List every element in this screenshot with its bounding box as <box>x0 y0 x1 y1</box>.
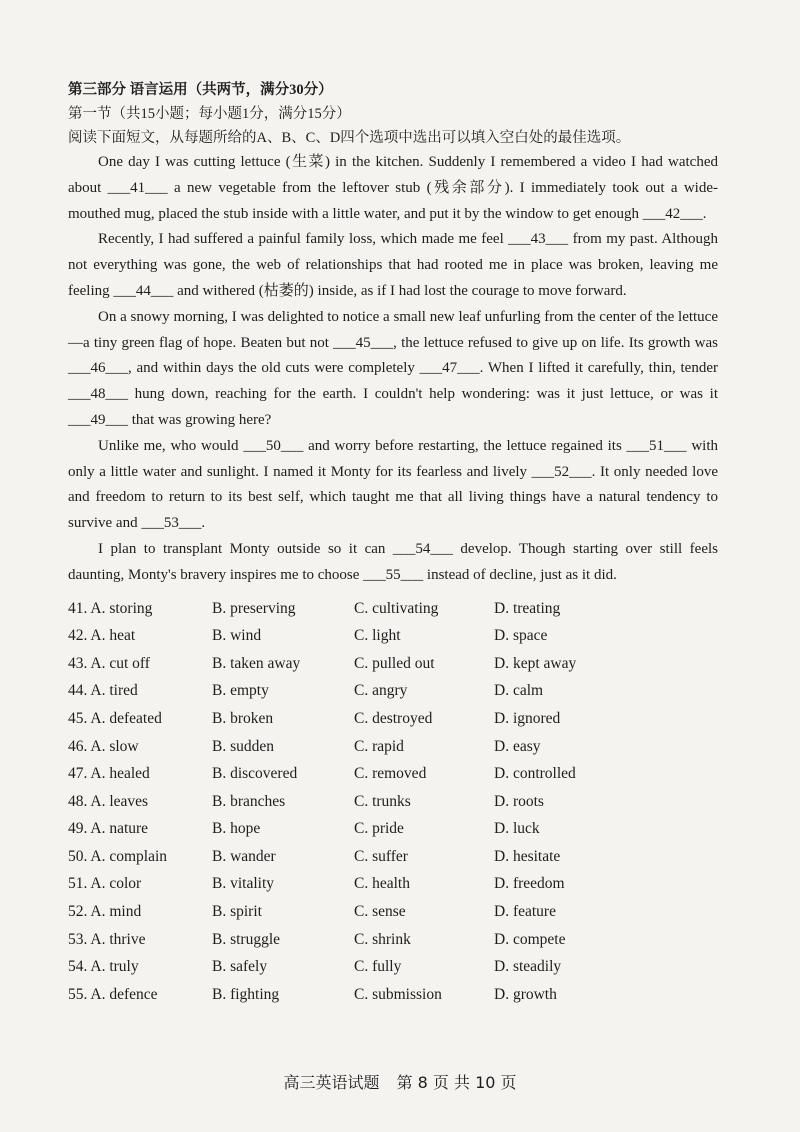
option-row <box>68 981 718 1009</box>
option-row <box>68 760 718 788</box>
option-c: C. removed <box>354 765 427 783</box>
option-d: D. calm <box>494 682 544 700</box>
option-d: D. feature <box>494 903 556 921</box>
option-b: B. broken <box>212 709 274 727</box>
option-row <box>68 898 718 926</box>
passage-paragraph: Recently, I had suffered a painful family loss, which made me feel ___43___ from my past. Although not everything was gone, the web of relationships that had rooted me in place was broken, leaving me feeling ___44___ and withered (枯萎的) inside, as if I had lost the courage to move forward. <box>68 231 718 299</box>
option-c: C. submission <box>354 985 442 1003</box>
option-b: B. taken away <box>212 654 301 672</box>
option-d: D. hesitate <box>494 847 561 865</box>
options-table <box>68 595 718 1009</box>
option-b: B. fighting <box>212 985 280 1003</box>
option-c: C. health <box>354 875 410 893</box>
option-b: B. wind <box>212 627 262 645</box>
option-b: B. safely <box>212 958 268 976</box>
option-b: B. discovered <box>212 765 298 783</box>
option-row <box>68 622 718 650</box>
option-c: C. sense <box>354 903 406 921</box>
option-b: B. wander <box>212 847 276 865</box>
option-a: 52. A. mind <box>68 903 142 921</box>
option-c: C. shrink <box>354 930 411 948</box>
option-d: D. freedom <box>494 875 565 893</box>
option-row <box>68 705 718 733</box>
option-d: D. steadily <box>494 958 562 976</box>
option-b: B. sudden <box>212 737 274 755</box>
option-row <box>68 843 718 871</box>
option-a: 47. A. healed <box>68 765 150 783</box>
exam-page <box>68 78 718 1008</box>
option-d: D. luck <box>494 820 540 838</box>
option-a: 46. A. slow <box>68 737 139 755</box>
option-c: C. fully <box>354 958 402 976</box>
option-row <box>68 677 718 705</box>
option-c: C. rapid <box>354 737 404 755</box>
option-d: D. controlled <box>494 765 576 783</box>
option-a: 53. A. thrive <box>68 930 146 948</box>
option-b: B. empty <box>212 682 269 700</box>
instruction: 阅读下面短文，从每题所给的A、B、C、D四个选项中选出可以填入空白处的最佳选项。 <box>68 130 631 146</box>
passage <box>68 150 718 589</box>
option-c: C. trunks <box>354 792 411 810</box>
option-c: C. destroyed <box>354 709 433 727</box>
option-d: D. compete <box>494 930 566 948</box>
passage-paragraph: On a snowy morning, I was delighted to notice a small new leaf unfurling from the center of the lettuce—a tiny green flag of hope. Beaten but not ___45___, the lettuce refused to give up on life. Its growth was ___46___, and within days the old cuts were completely ___47___. When I lifted it carefully, thin, tender ___48___ hung down, reaching for the earth. I couldn't help wondering: was it just lettuce, or was it ___49___ that was growing here? <box>68 308 718 428</box>
option-d: D. ignored <box>494 709 561 727</box>
subsection-title: 第一节（共15小题；每小题1分，满分15分） <box>68 106 351 122</box>
option-row <box>68 788 718 816</box>
footer-subject: 高三英语试题 <box>283 1073 380 1092</box>
option-c: C. light <box>354 627 401 645</box>
option-row <box>68 595 718 623</box>
option-row <box>68 733 718 761</box>
option-a: 49. A. nature <box>68 820 149 838</box>
option-b: B. branches <box>212 792 286 810</box>
option-b: B. preserving <box>212 599 296 617</box>
option-a: 44. A. tired <box>68 682 138 700</box>
option-row <box>68 650 718 678</box>
option-a: 51. A. color <box>68 875 142 893</box>
option-d: D. easy <box>494 737 541 755</box>
option-c: C. pride <box>354 820 404 838</box>
passage-paragraph: One day I was cutting lettuce (生菜) in the kitchen. Suddenly I remembered a video I had watched about ___41___ a new vegetable from the leftover stub (残余部分). I immediately took out a wide-mouthed mug, placed the stub inside with a little water, and put it by the window to get enough ___42___. <box>68 154 718 222</box>
option-row <box>68 870 718 898</box>
option-d: D. kept away <box>494 654 577 672</box>
footer-page-number: 第 8 页 共 10 页 <box>396 1073 517 1092</box>
option-b: B. struggle <box>212 930 281 948</box>
option-c: C. pulled out <box>354 654 435 672</box>
option-a: 50. A. complain <box>68 847 168 865</box>
option-c: C. suffer <box>354 847 408 865</box>
passage-paragraph: I plan to transplant Monty outside so it can ___54___ develop. Though starting over still feels daunting, Monty's bravery inspires me to choose ___55___ instead of decline, just as it did. <box>68 540 718 583</box>
option-row <box>68 953 718 981</box>
page-footer <box>0 1070 800 1093</box>
option-b: B. spirit <box>212 903 262 921</box>
option-c: C. cultivating <box>354 599 439 617</box>
option-d: D. roots <box>494 792 544 810</box>
option-a: 54. A. truly <box>68 958 139 976</box>
section-title: 第三部分 语言运用（共两节，满分30分） <box>68 82 333 98</box>
option-row <box>68 815 718 843</box>
option-row <box>68 926 718 954</box>
passage-paragraph: Unlike me, who would ___50___ and worry before restarting, the lettuce regained its ___51___ with only a little water and sunlight. I named it Monty for its fearless and lively ___52___. It only needed love and freedom to return to its best self, which taught me that all living things have a natural tendency to survive and ___53___. <box>68 437 718 532</box>
option-a: 45. A. defeated <box>68 709 162 727</box>
option-d: D. treating <box>494 599 561 617</box>
option-b: B. hope <box>212 820 261 838</box>
option-d: D. space <box>494 627 548 645</box>
option-a: 42. A. heat <box>68 627 136 645</box>
option-d: D. growth <box>494 985 557 1003</box>
option-a: 41. A. storing <box>68 599 153 617</box>
option-a: 43. A. cut off <box>68 654 150 672</box>
option-a: 55. A. defence <box>68 985 158 1003</box>
option-b: B. vitality <box>212 875 274 893</box>
option-c: C. angry <box>354 682 408 700</box>
option-a: 48. A. leaves <box>68 792 149 810</box>
